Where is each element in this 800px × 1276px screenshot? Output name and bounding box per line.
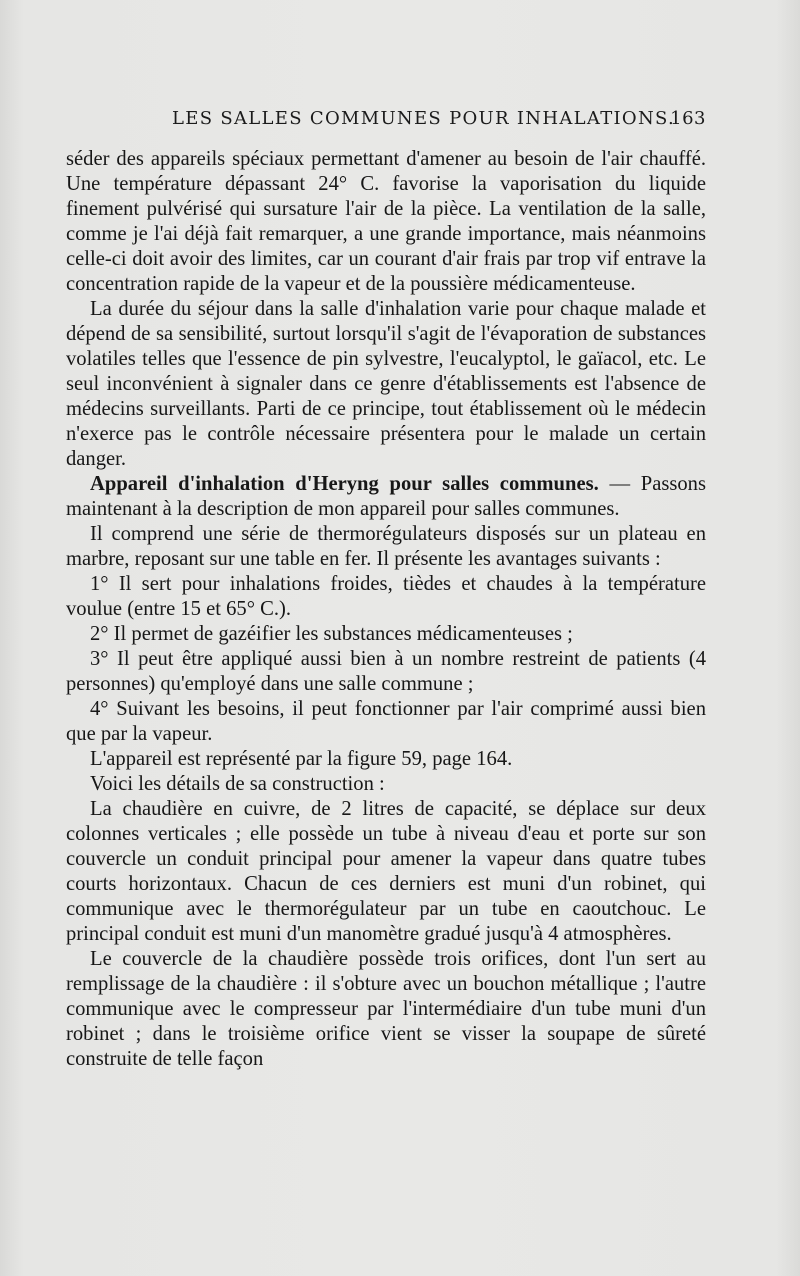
list-item-4: 4° Suivant les besoins, il peut fonctionner par l'air comprimé aussi bien que par la vapeur. (66, 698, 706, 745)
section-heading-text: — Passons maintenant à la description de mon appareil pour salles communes. (66, 473, 706, 520)
paragraph: Le couvercle de la chaudière possède trois orifices, dont l'un sert au remplissage de la chaudière : il s'obture avec un bouchon métallique ; l'autre communique avec le compresseur par l'intermédiaire d'un tube muni d'un robinet ; dans le troisième orifice vient se visser la soupape de sûreté construite de telle façon (66, 948, 706, 1070)
section-heading: Appareil d'inhalation d'Heryng pour salles communes. (90, 473, 599, 495)
paragraph: La chaudière en cuivre, de 2 litres de capacité, se déplace sur deux colonnes verticales ; elle possède un tube à niveau d'eau et porte sur son couvercle un conduit principal pour amener la vapeur dans quatre tubes courts horizontaux. Chacun de ces derniers est muni d'un robinet, qui communique avec le thermorégulateur par un tube en caoutchouc. Le principal conduit est muni d'un manomètre gradué jusqu'à 4 atmosphères. (66, 798, 706, 945)
list-item-1: 1° Il sert pour inhalations froides, tièdes et chaudes à la température voulue (entre 15 et 65° C.). (66, 573, 706, 620)
paragraph: Voici les détails de sa construction : (90, 773, 385, 795)
paragraph: La durée du séjour dans la salle d'inhalation varie pour chaque malade et dépend de sa sensibilité, surtout lorsqu'il s'agit de l'évaporation de substances volatiles telles que l'essence de pin sylvestre, l'eucalyptol, le gaïacol, etc. Le seul inconvénient à signaler dans ce genre d'établissements est l'absence de médecins surveillants. Parti de ce principe, tout établissement où le médecin n'exerce pas le contrôle nécessaire présentera pour le malade un certain danger. (66, 298, 706, 470)
body-text (66, 147, 706, 1072)
paragraph-section-heading (66, 472, 706, 522)
paragraph: L'appareil est représenté par la figure 59, page 164. (90, 748, 513, 770)
running-header (66, 108, 706, 134)
paragraph-continued: séder des appareils spéciaux permettant d'amener au besoin de l'air chauffé. Une température dépassant 24° C. favorise la vaporisation du liquide finement pulvérisé qui sursature l'air de la pièce. La ventilation de la salle, comme je l'ai déjà fait remarquer, a une grande importance, mais néanmoins celle-ci doit avoir des limites, car un courant d'air frais par trop vif entrave la concentration rapide de la vapeur et de la poussière médicamenteuse. (66, 148, 706, 295)
list-item-3: 3° Il peut être appliqué aussi bien à un nombre restreint de patients (4 personnes) qu'employé dans une salle commune ; (66, 648, 706, 695)
paragraph: Il comprend une série de thermorégulateurs disposés sur un plateau en marbre, reposant sur une table en fer. Il présente les avantages suivants : (66, 523, 706, 570)
page-number: 163 (670, 108, 706, 129)
running-title: LES SALLES COMMUNES POUR INHALATIONS. (172, 108, 676, 129)
list-item-2: 2° Il permet de gazéifier les substances médicamenteuses ; (90, 623, 573, 645)
